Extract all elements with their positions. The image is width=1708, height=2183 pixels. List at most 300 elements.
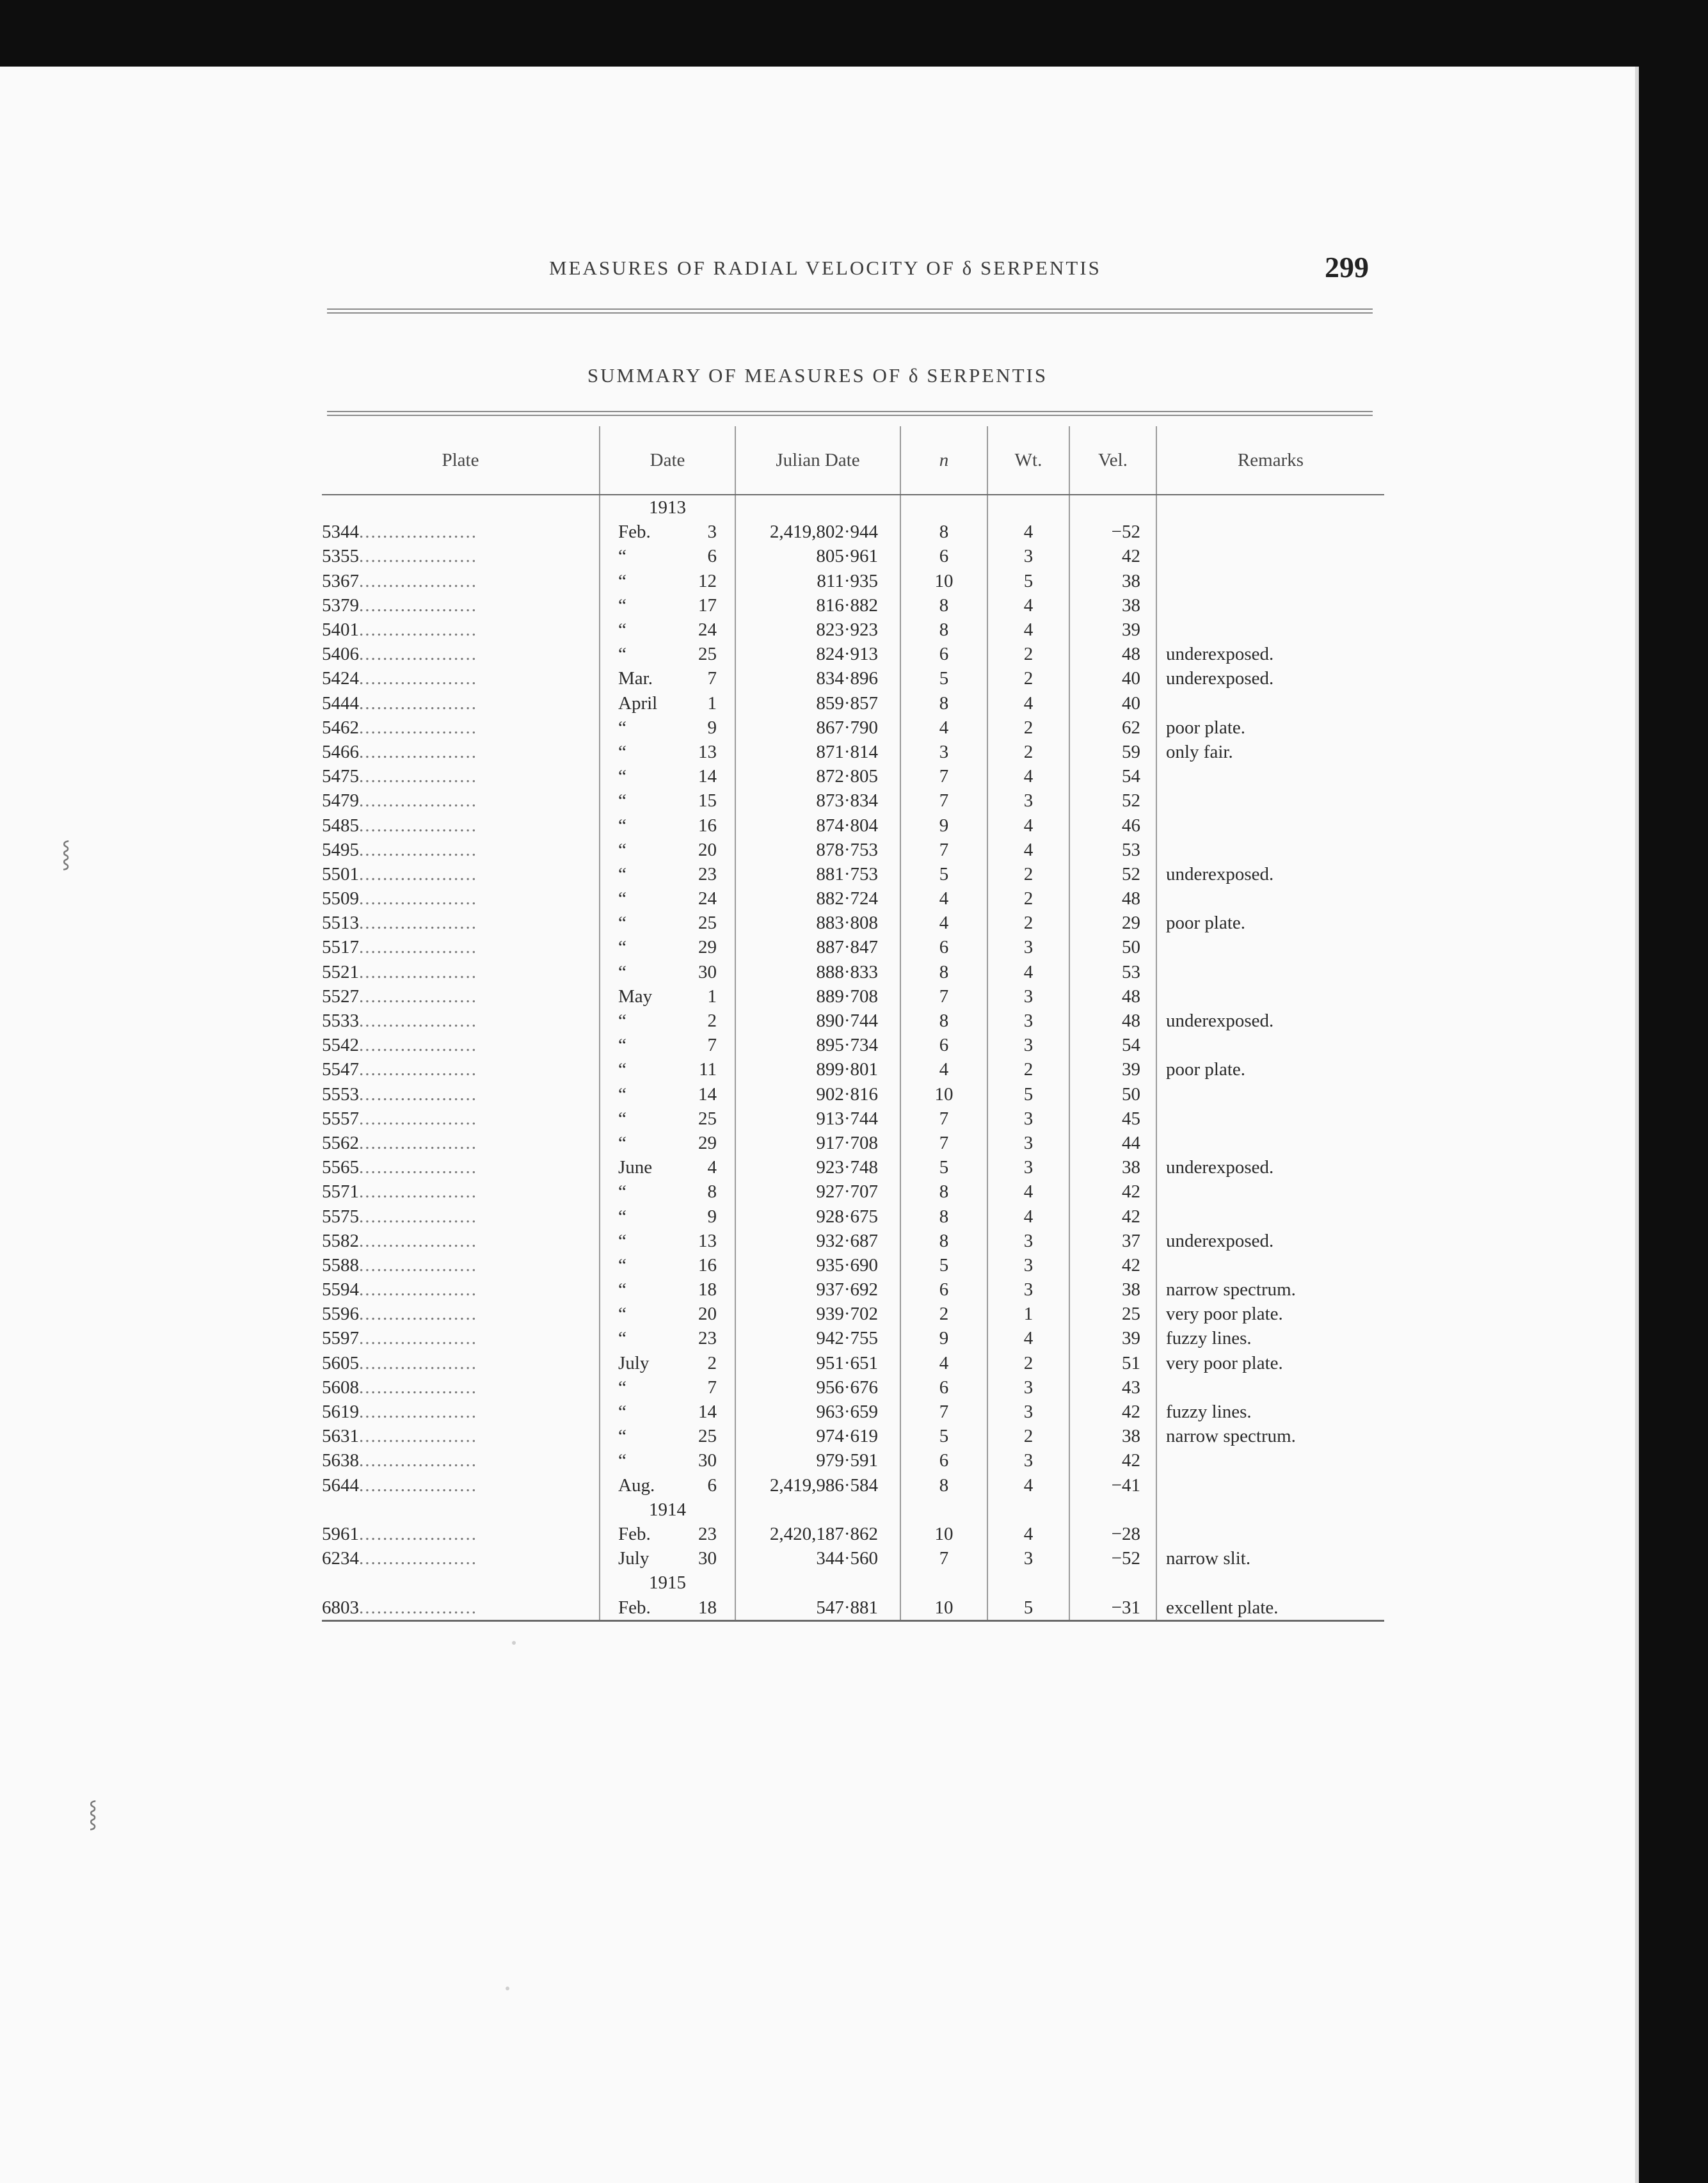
julian-date-cell: 2,420,187·862 <box>735 1522 900 1546</box>
table-row <box>322 544 1384 568</box>
leader-dots: .................... <box>359 1328 477 1349</box>
page-smudge: ⸾ <box>88 1799 98 1828</box>
leader-dots: .................... <box>359 644 477 665</box>
vel-cell: 39 <box>1069 1057 1156 1082</box>
date-month-cell: “ <box>600 838 689 862</box>
plate-number: 5588 <box>322 1254 359 1275</box>
vel-cell: −28 <box>1069 1522 1156 1546</box>
remarks-cell: underexposed. <box>1156 666 1384 691</box>
date-day-cell: 25 <box>698 644 717 665</box>
julian-date-cell: 888·833 <box>735 960 900 984</box>
date-month-cell: “ <box>600 1424 689 1448</box>
table-row <box>322 1155 1384 1179</box>
table-row <box>322 1107 1384 1131</box>
n-cell: 8 <box>900 1179 987 1204</box>
header-rule <box>327 308 1373 314</box>
table-row <box>322 1595 1384 1620</box>
wt-cell: 4 <box>987 813 1069 837</box>
leader-dots: .................... <box>359 1181 477 1203</box>
julian-date-cell-empty <box>735 1571 900 1595</box>
date-day-cell: 20 <box>698 1304 717 1325</box>
plate-cell <box>322 1400 600 1424</box>
date-day-cell: 8 <box>707 1181 717 1203</box>
remarks-cell <box>1156 1179 1384 1204</box>
plate-cell <box>322 642 600 666</box>
vel-cell: 42 <box>1069 1204 1156 1228</box>
vel-cell: 39 <box>1069 1326 1156 1350</box>
plate-number: 5547 <box>322 1059 359 1080</box>
plate-cell <box>322 1326 600 1350</box>
remarks-cell <box>1156 1473 1384 1498</box>
n-cell: 6 <box>900 935 987 959</box>
plate-number: 5462 <box>322 717 359 738</box>
wt-cell: 3 <box>987 1277 1069 1302</box>
date-day-cell: 29 <box>698 937 717 958</box>
wt-cell: 4 <box>987 960 1069 984</box>
plate-number: 5596 <box>322 1304 359 1325</box>
date-day-cell: 14 <box>698 766 717 787</box>
remarks-cell: underexposed. <box>1156 862 1384 886</box>
leader-dots: .................... <box>359 692 477 714</box>
plate-cell <box>322 1155 600 1179</box>
vel-cell: 54 <box>1069 764 1156 788</box>
leader-dots: .................... <box>359 937 477 958</box>
julian-date-cell: 882·724 <box>735 886 900 911</box>
table-title-text: SUMMARY OF MEASURES OF δ SERPENTIS <box>587 364 1048 387</box>
vel-cell: 43 <box>1069 1375 1156 1400</box>
table-top-rule <box>327 411 1373 416</box>
plate-cell <box>322 716 600 740</box>
wt-cell: 3 <box>987 788 1069 813</box>
n-cell: 7 <box>900 788 987 813</box>
vel-cell: 42 <box>1069 1448 1156 1473</box>
wt-cell: 3 <box>987 1375 1069 1400</box>
table-row <box>322 911 1384 935</box>
wt-cell: 3 <box>987 984 1069 1009</box>
n-cell: 4 <box>900 716 987 740</box>
remarks-cell <box>1156 520 1384 544</box>
julian-date-cell: 932·687 <box>735 1229 900 1253</box>
vel-cell: −31 <box>1069 1595 1156 1620</box>
wt-cell: 2 <box>987 740 1069 764</box>
date-month-cell: “ <box>600 740 689 764</box>
n-cell: 6 <box>900 1448 987 1473</box>
remarks-cell <box>1156 1448 1384 1473</box>
date-month-cell: “ <box>600 1229 689 1253</box>
plate-number: 5594 <box>322 1279 359 1300</box>
date-month-cell: “ <box>600 1107 689 1131</box>
plate-number: 5571 <box>322 1181 359 1203</box>
remarks-cell <box>1156 618 1384 642</box>
date-month-cell: “ <box>600 1400 689 1424</box>
leader-dots: .................... <box>359 1206 477 1227</box>
date-month-cell: “ <box>600 569 689 593</box>
wt-cell: 4 <box>987 1326 1069 1350</box>
table-row <box>322 740 1384 764</box>
vel-cell: 51 <box>1069 1351 1156 1375</box>
n-cell: 4 <box>900 1351 987 1375</box>
col-header-remarks: Remarks <box>1156 426 1384 495</box>
plate-cell <box>322 1009 600 1033</box>
plate-cell <box>322 1522 600 1546</box>
julian-date-cell: 942·755 <box>735 1326 900 1350</box>
n-cell: 10 <box>900 1522 987 1546</box>
date-month-cell: Aug. <box>600 1473 689 1498</box>
remarks-cell <box>1156 1204 1384 1228</box>
year-row <box>322 1571 1384 1595</box>
date-day-cell: 7 <box>707 668 717 689</box>
plate-cell <box>322 1057 600 1082</box>
table-row <box>322 716 1384 740</box>
julian-date-cell: 805·961 <box>735 544 900 568</box>
remarks-cell <box>1156 960 1384 984</box>
table-row <box>322 691 1384 716</box>
leader-dots: .................... <box>359 986 477 1007</box>
remarks-cell: underexposed. <box>1156 1009 1384 1033</box>
n-cell: 7 <box>900 1107 987 1131</box>
leader-dots: .................... <box>359 570 477 591</box>
leader-dots: .................... <box>359 522 477 543</box>
plate-cell <box>322 520 600 544</box>
table-row <box>322 1473 1384 1498</box>
julian-date-cell: 889·708 <box>735 984 900 1009</box>
vel-cell: 53 <box>1069 838 1156 862</box>
date-day-cell: 9 <box>707 717 717 738</box>
wt-cell: 2 <box>987 1424 1069 1448</box>
wt-cell: 2 <box>987 1351 1069 1375</box>
table-row <box>322 1131 1384 1155</box>
vel-cell: −52 <box>1069 1546 1156 1571</box>
n-cell: 7 <box>900 1131 987 1155</box>
date-day-cell: 25 <box>698 913 717 934</box>
remarks-cell: underexposed. <box>1156 1155 1384 1179</box>
table-row <box>322 1009 1384 1033</box>
wt-cell: 3 <box>987 1033 1069 1057</box>
remarks-cell: very poor plate. <box>1156 1302 1384 1326</box>
n-cell: 10 <box>900 1595 987 1620</box>
wt-cell: 4 <box>987 1522 1069 1546</box>
date-month-cell: May <box>600 984 689 1009</box>
plate-cell <box>322 1204 600 1228</box>
date-month-cell: “ <box>600 764 689 788</box>
wt-cell: 5 <box>987 569 1069 593</box>
vel-cell: 42 <box>1069 1179 1156 1204</box>
julian-date-cell: 956·676 <box>735 1375 900 1400</box>
julian-date-cell: 816·882 <box>735 593 900 618</box>
julian-date-cell: 878·753 <box>735 838 900 862</box>
plate-cell <box>322 911 600 935</box>
year-row <box>322 1498 1384 1522</box>
wt-cell: 3 <box>987 1009 1069 1033</box>
vel-cell: 40 <box>1069 666 1156 691</box>
plate-number: 5424 <box>322 668 359 689</box>
wt-cell: 4 <box>987 1179 1069 1204</box>
plate-cell <box>322 1595 600 1620</box>
plate-number: 5961 <box>322 1523 359 1544</box>
vel-cell: 42 <box>1069 1253 1156 1277</box>
plate-cell <box>322 691 600 716</box>
n-cell: 9 <box>900 813 987 837</box>
vel-cell: 52 <box>1069 788 1156 813</box>
vel-cell: 25 <box>1069 1302 1156 1326</box>
remarks-cell <box>1156 569 1384 593</box>
plate-number: 5575 <box>322 1206 359 1227</box>
wt-cell: 3 <box>987 544 1069 568</box>
leader-dots: .................... <box>359 1597 477 1618</box>
remarks-cell: very poor plate. <box>1156 1351 1384 1375</box>
vel-cell: 52 <box>1069 862 1156 886</box>
date-day-cell: 23 <box>698 1328 717 1349</box>
table-row <box>322 520 1384 544</box>
date-day-cell: 14 <box>698 1402 717 1423</box>
vel-cell: 48 <box>1069 1009 1156 1033</box>
date-day-cell: 24 <box>698 888 717 909</box>
remarks-cell: narrow spectrum. <box>1156 1424 1384 1448</box>
leader-dots: .................... <box>359 1377 477 1398</box>
n-cell: 8 <box>900 520 987 544</box>
leader-dots: .................... <box>359 717 477 738</box>
vel-cell: 45 <box>1069 1107 1156 1131</box>
julian-date-cell: 867·790 <box>735 716 900 740</box>
col-header-n: n <box>900 426 987 495</box>
julian-date-cell: 811·935 <box>735 569 900 593</box>
date-month-cell: “ <box>600 642 689 666</box>
plate-cell <box>322 740 600 764</box>
date-day-cell: 15 <box>698 790 717 812</box>
leader-dots: .................... <box>359 1475 477 1496</box>
date-month-cell: “ <box>600 593 689 618</box>
plate-cell <box>322 544 600 568</box>
date-month-cell: “ <box>600 1375 689 1400</box>
wt-cell: 3 <box>987 1229 1069 1253</box>
page-speck <box>512 1641 516 1645</box>
leader-dots: .................... <box>359 1548 477 1569</box>
plate-cell <box>322 1473 600 1498</box>
n-cell: 6 <box>900 642 987 666</box>
leader-dots: .................... <box>359 546 477 567</box>
vel-cell: 38 <box>1069 569 1156 593</box>
julian-date-cell: 939·702 <box>735 1302 900 1326</box>
remarks-cell <box>1156 1375 1384 1400</box>
plate-number: 5582 <box>322 1230 359 1251</box>
wt-cell: 4 <box>987 1473 1069 1498</box>
leader-dots: .................... <box>359 790 477 812</box>
julian-date-cell: 834·896 <box>735 666 900 691</box>
date-day-cell: 1 <box>707 986 717 1007</box>
wt-cell: 3 <box>987 1546 1069 1571</box>
date-month-cell: “ <box>600 1448 689 1473</box>
n-cell: 8 <box>900 593 987 618</box>
leader-dots: .................... <box>359 668 477 689</box>
leader-dots: .................... <box>359 1279 477 1300</box>
col-header-vel: Vel. <box>1069 426 1156 495</box>
leader-dots: .................... <box>359 961 477 982</box>
plate-number: 5597 <box>322 1328 359 1349</box>
plate-number: 5565 <box>322 1157 359 1178</box>
date-month-cell: Feb. <box>600 1522 689 1546</box>
plate-number: 5533 <box>322 1011 359 1032</box>
date-day-cell: 3 <box>707 522 717 543</box>
vel-cell: 38 <box>1069 1277 1156 1302</box>
remarks-cell-empty <box>1156 1498 1384 1522</box>
leader-dots: .................... <box>359 1450 477 1471</box>
date-month-cell: April <box>600 691 689 716</box>
n-cell: 6 <box>900 1277 987 1302</box>
plate-cell <box>322 1229 600 1253</box>
remarks-cell: underexposed. <box>1156 642 1384 666</box>
plate-number: 5608 <box>322 1377 359 1398</box>
n-cell: 5 <box>900 1424 987 1448</box>
date-month-cell: “ <box>600 911 689 935</box>
n-cell: 4 <box>900 886 987 911</box>
table-row <box>322 886 1384 911</box>
leader-dots: .................... <box>359 815 477 836</box>
vel-cell: −52 <box>1069 520 1156 544</box>
date-month-cell: Feb. <box>600 1595 689 1620</box>
table-body <box>322 495 1384 1620</box>
leader-dots: .................... <box>359 1132 477 1153</box>
plate-number: 5444 <box>322 692 359 714</box>
n-cell: 4 <box>900 1057 987 1082</box>
date-day-cell: 24 <box>698 620 717 641</box>
julian-date-cell: 913·744 <box>735 1107 900 1131</box>
wt-cell: 3 <box>987 1400 1069 1424</box>
vel-cell: 29 <box>1069 911 1156 935</box>
date-day-cell: 11 <box>699 1059 717 1080</box>
wt-cell-empty <box>987 1571 1069 1595</box>
plate-number: 5367 <box>322 570 359 591</box>
table-row <box>322 1253 1384 1277</box>
julian-date-cell: 2,419,802·944 <box>735 520 900 544</box>
julian-date-cell: 881·753 <box>735 862 900 886</box>
vel-cell: 39 <box>1069 618 1156 642</box>
wt-cell: 2 <box>987 862 1069 886</box>
year-row <box>322 495 1384 520</box>
n-cell: 8 <box>900 1473 987 1498</box>
date-month-cell: July <box>600 1351 689 1375</box>
julian-date-cell: 871·814 <box>735 740 900 764</box>
leader-dots: .................... <box>359 1523 477 1544</box>
date-day-cell: 2 <box>707 1352 717 1373</box>
julian-date-cell: 974·619 <box>735 1424 900 1448</box>
remarks-cell <box>1156 935 1384 959</box>
remarks-cell: fuzzy lines. <box>1156 1400 1384 1424</box>
remarks-cell: underexposed. <box>1156 1229 1384 1253</box>
leader-dots: .................... <box>359 839 477 860</box>
leader-dots: .................... <box>359 1084 477 1105</box>
remarks-cell: narrow slit. <box>1156 1546 1384 1571</box>
leader-dots: .................... <box>359 1230 477 1251</box>
date-month-cell: “ <box>600 1302 689 1326</box>
table-row <box>322 666 1384 691</box>
wt-cell: 2 <box>987 1057 1069 1082</box>
plate-cell <box>322 593 600 618</box>
date-month-cell: “ <box>600 1057 689 1082</box>
remarks-cell-empty <box>1156 495 1384 520</box>
remarks-cell-empty <box>1156 1571 1384 1595</box>
n-cell: 7 <box>900 984 987 1009</box>
plate-number: 5501 <box>322 863 359 884</box>
date-day-cell: 16 <box>698 815 717 836</box>
wt-cell: 5 <box>987 1082 1069 1107</box>
wt-cell: 2 <box>987 666 1069 691</box>
col-header-plate: Plate <box>322 426 600 495</box>
leader-dots: .................... <box>359 1059 477 1080</box>
wt-cell: 3 <box>987 1107 1069 1131</box>
col-header-julian-date: Julian Date <box>735 426 900 495</box>
vel-cell: 50 <box>1069 935 1156 959</box>
date-month-cell: “ <box>600 1009 689 1033</box>
date-month-cell: “ <box>600 1277 689 1302</box>
plate-cell-empty <box>322 1571 600 1595</box>
leader-dots: .................... <box>359 863 477 884</box>
n-cell: 8 <box>900 1229 987 1253</box>
julian-date-cell: 927·707 <box>735 1179 900 1204</box>
date-month-cell: July <box>600 1546 689 1571</box>
table-row <box>322 1326 1384 1350</box>
date-month-cell: “ <box>600 862 689 886</box>
n-cell: 8 <box>900 1009 987 1033</box>
table-row <box>322 642 1384 666</box>
date-day-cell: 13 <box>698 741 717 762</box>
plate-cell <box>322 764 600 788</box>
vel-cell: 62 <box>1069 716 1156 740</box>
date-month-cell: “ <box>600 960 689 984</box>
remarks-cell: excellent plate. <box>1156 1595 1384 1620</box>
remarks-cell <box>1156 813 1384 837</box>
table-row <box>322 1400 1384 1424</box>
plate-cell <box>322 813 600 837</box>
date-month-cell: “ <box>600 813 689 837</box>
plate-number: 5517 <box>322 937 359 958</box>
date-day-cell: 18 <box>689 1595 735 1620</box>
leader-dots: .................... <box>359 620 477 641</box>
date-day-cell: 23 <box>698 863 717 884</box>
plate-cell <box>322 984 600 1009</box>
n-cell: 6 <box>900 544 987 568</box>
vel-cell: 40 <box>1069 691 1156 716</box>
date-month-cell: “ <box>600 1326 689 1350</box>
date-month-cell: Feb. <box>600 520 689 544</box>
remarks-cell: poor plate. <box>1156 716 1384 740</box>
leader-dots: .................... <box>359 741 477 762</box>
date-day-cell: 13 <box>698 1230 717 1251</box>
date-day-cell: 25 <box>698 1426 717 1447</box>
julian-date-cell: 917·708 <box>735 1131 900 1155</box>
table-row <box>322 1522 1384 1546</box>
plate-number: 5406 <box>322 644 359 665</box>
wt-cell: 2 <box>987 911 1069 935</box>
vel-cell: 46 <box>1069 813 1156 837</box>
book-page <box>0 67 1639 2183</box>
plate-cell <box>322 1107 600 1131</box>
julian-date-cell: 923·748 <box>735 1155 900 1179</box>
plate-number: 5401 <box>322 620 359 641</box>
date-month-cell: June <box>600 1155 689 1179</box>
plate-cell <box>322 1131 600 1155</box>
table-row <box>322 1302 1384 1326</box>
leader-dots: .................... <box>359 1352 477 1373</box>
date-month-cell: “ <box>600 1082 689 1107</box>
n-cell: 8 <box>900 691 987 716</box>
table-header-row <box>322 426 1384 495</box>
date-day-cell: 2 <box>707 1011 717 1032</box>
date-month-cell: “ <box>600 788 689 813</box>
julian-date-cell: 928·675 <box>735 1204 900 1228</box>
plate-number: 5619 <box>322 1402 359 1423</box>
plate-cell <box>322 1546 600 1571</box>
date-day-cell: 23 <box>698 1523 717 1544</box>
